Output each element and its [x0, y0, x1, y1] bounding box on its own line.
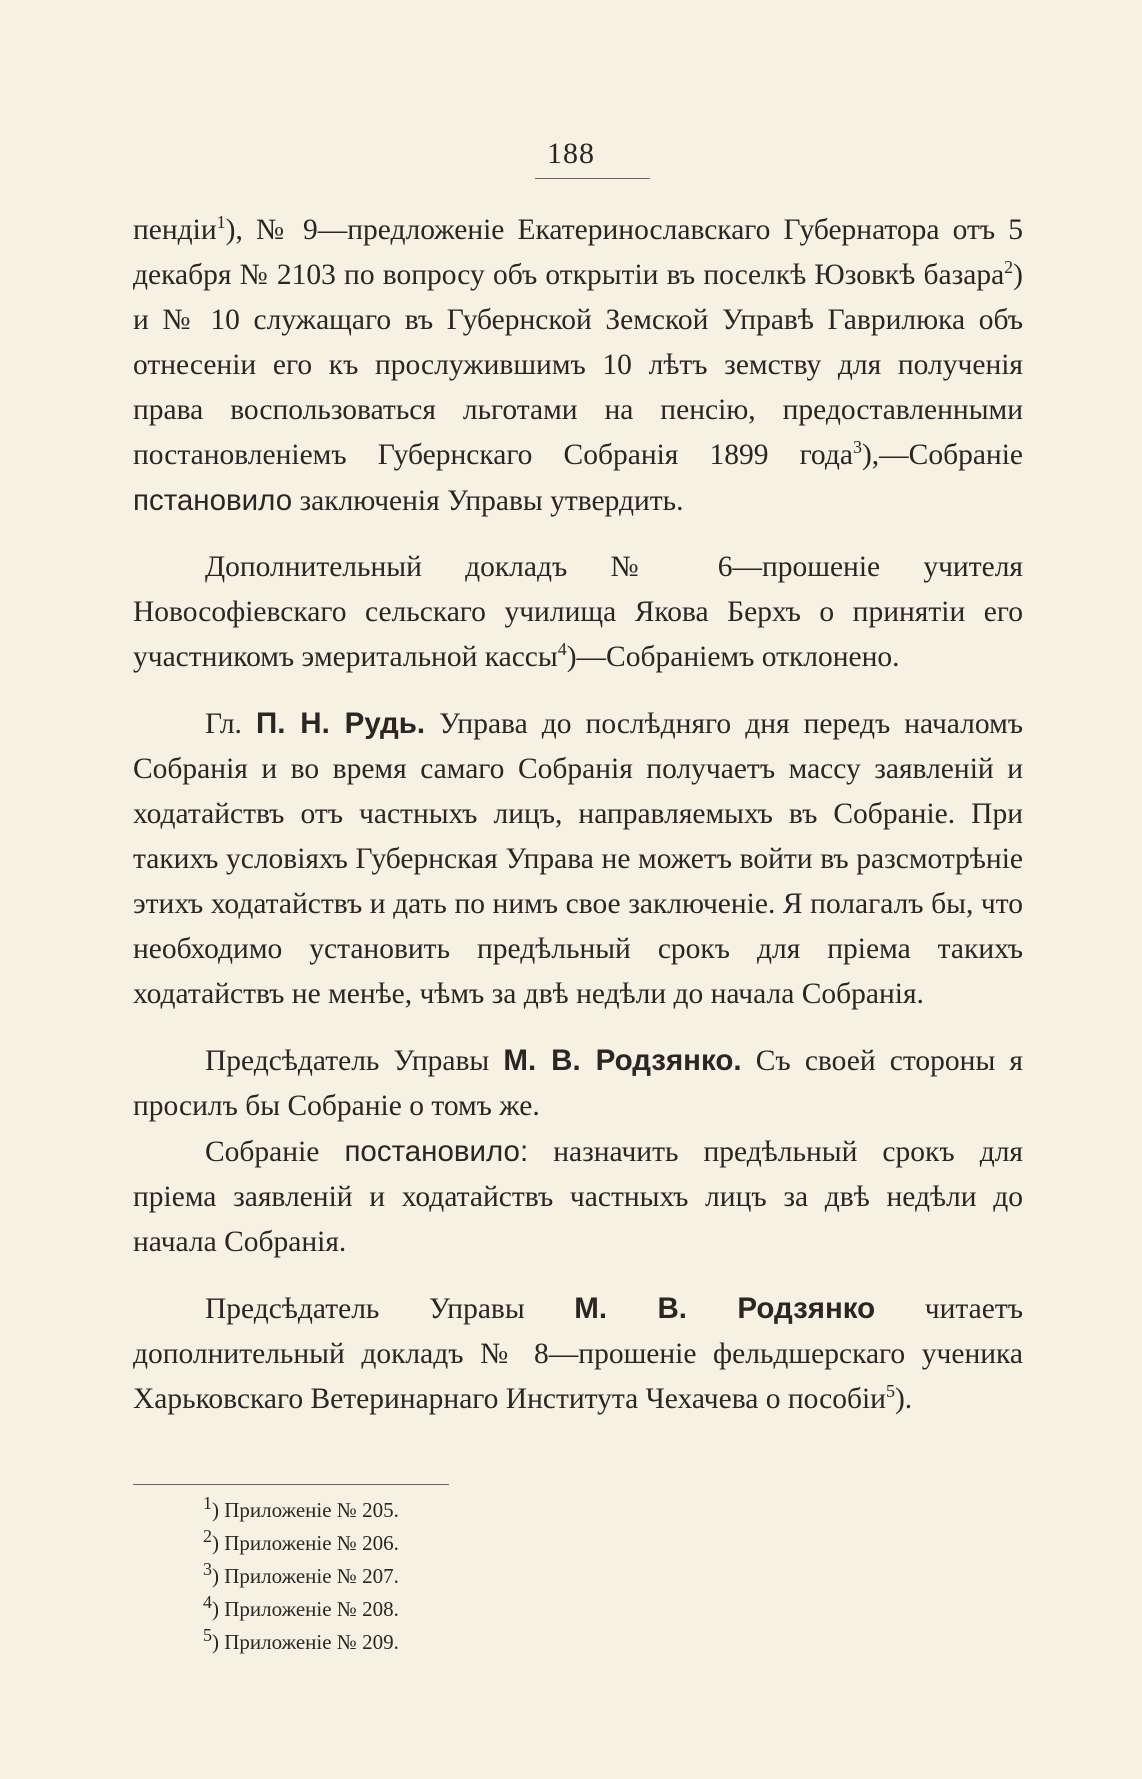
paragraph-5: Собраніе постановило: назначить предѣльный срокъ для пріема заявленій и ходатайствъ частныхъ лицъ за двѣ недѣли до начала Собранія. — [133, 1135, 1023, 1258]
resolution-word: постановило: — [344, 1135, 529, 1168]
footnote: $^3$) Приложеніе № 207. — [203, 1559, 399, 1588]
page-number-rule — [535, 178, 650, 179]
footnote: $^1$) Приложеніе № 205. — [203, 1493, 399, 1522]
footnote-ref-2: 2 — [1004, 257, 1014, 278]
footnote: $^5$) Приложеніе № 209. — [203, 1625, 399, 1654]
page-number: 188 — [547, 137, 595, 170]
footnote: $^4$) Приложеніе № 208. — [203, 1592, 399, 1621]
footnote-ref-5: 5 — [885, 1381, 895, 1402]
footnote: $^2$) Приложеніе № 206. — [203, 1526, 399, 1555]
footnote-ref-4: 4 — [557, 639, 567, 660]
footnote-ref-1: 1 — [216, 212, 226, 233]
footnote-separator — [133, 1484, 449, 1485]
footnotes-list — [203, 1494, 399, 1659]
speaker-name: М. В. Родзянко. — [503, 1044, 742, 1077]
resolution-word: пстановило — [133, 484, 293, 517]
footnote-ref-3: 3 — [852, 437, 862, 458]
speaker-name: П. Н. Рудь. — [256, 707, 426, 740]
main-text — [133, 208, 1023, 1422]
paragraph-4: Предсѣдатель Управы М. В. Родзянко. Съ своей стороны я просилъ бы Собраніе о томъ же. — [133, 1044, 1023, 1122]
speaker-name: М. В. Родзянко — [574, 1292, 876, 1325]
paragraph-1: пендіи$^1$), № 9—предложеніе Екатеринославскаго Губернатора отъ 5 декабря № 2103 по вопросу объ открытіи въ поселкѣ Юзовкѣ базара$^2$) и № 10 служащаго въ Губернской Земской Управѣ Гаврилюка объ отнесеніи его къ прослужившимъ 10 лѣтъ земству для полученія права воспользоваться льготами на пенсію, предоставленными постановленіемъ Губернскаго Собранія 1899 года$^3$),—Собраніе пстановило заключенія Управы утвердить. — [133, 212, 1023, 517]
paragraph-6: Предсѣдатель Управы М. В. Родзянко читаетъ дополнительный докладъ № 8—прошеніе фельдшерскаго ученика Харьковскаго Ветеринарнаго Института Чехачева о пособіи$^5$). — [133, 1292, 1023, 1415]
paragraph-2: Дополнительный докладъ № 6—прошеніе учителя Новософіевскаго сельскаго училища Якова Берхъ о принятіи его участникомъ эмеритальной кассы$^4$)—Собраніемъ отклонено. — [133, 551, 1023, 673]
paragraph-3: Гл. П. Н. Рудь. Управа до послѣдняго дня передъ началомъ Собранія и во время самаго Собранія получаетъ массу заявленій и ходатайствъ отъ частныхъ лицъ, направляемыхъ въ Собраніе. При такихъ условіяхъ Губернская Управа не можетъ войти въ разсмотрѣніе этихъ ходатайствъ и дать по нимъ свое заключеніе. Я полагалъ бы, что необходимо установить предѣльный срокъ для пріема такихъ ходатайствъ не менѣе, чѣмъ за двѣ недѣли до начала Собранія. — [133, 707, 1023, 1010]
